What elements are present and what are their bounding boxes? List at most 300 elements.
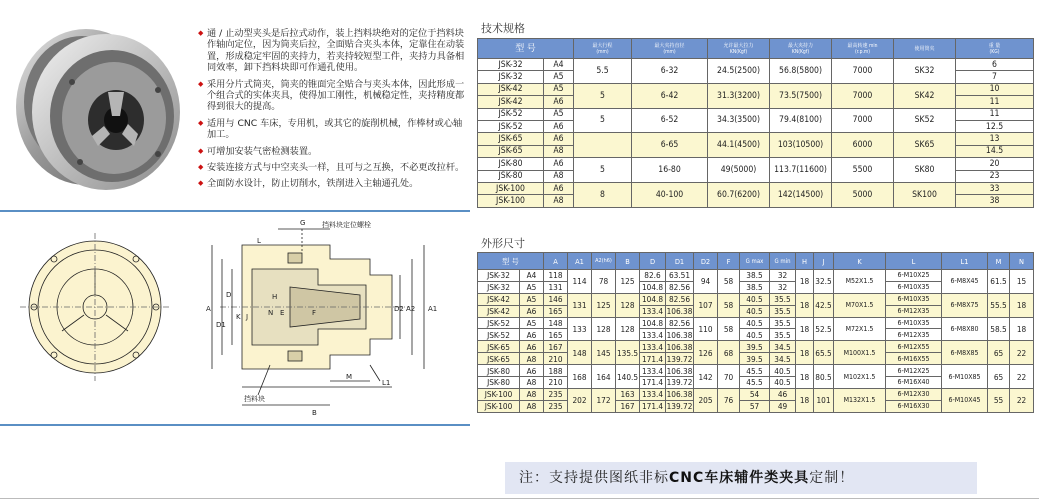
table-cell: 18 <box>1010 293 1034 317</box>
nose-cell: A6 <box>544 96 574 108</box>
nose-cell: A4 <box>544 59 574 71</box>
note-emphasis: CNC车床辅件类夹具 <box>669 470 810 486</box>
feature-item: ◆ 采用分片式筒夹，筒夹的锥面完全贴合与夹头本体，因此形成一个组合式的实体夹具，使得加工刚性，机械稳定性，夹持精度都得到很大的提高。 <box>198 79 470 113</box>
table-cell: 39.5 <box>740 353 770 365</box>
table-cell: 23 <box>956 170 1034 182</box>
table-cell: 6-M10X45 <box>942 388 988 412</box>
table-cell: 114 <box>568 270 592 294</box>
table-cell: 125 <box>592 293 616 317</box>
table-cell: 133.4 <box>640 388 666 400</box>
table-cell: 40.5 <box>740 329 770 341</box>
table-cell: 167 <box>616 400 640 412</box>
table-cell: 202 <box>568 388 592 412</box>
product-photo <box>8 12 193 197</box>
drawing-label: A1 <box>428 305 438 313</box>
nose-cell: A6 <box>520 305 544 317</box>
model-cell: JSK-65 <box>478 145 544 157</box>
spec-header: 允许最大拉力 KN(Kgf) <box>708 39 770 59</box>
model-cell: JSK-52 <box>478 317 520 329</box>
table-cell: 6-M10X35 <box>886 293 942 305</box>
table-cell: 40.5 <box>740 317 770 329</box>
table-cell: M102X1.5 <box>834 365 886 389</box>
spec-header: 使用筒夹 <box>894 39 956 59</box>
table-cell: 133 <box>568 317 592 341</box>
table-cell: 7 <box>956 71 1034 83</box>
dims-header: L1 <box>942 253 988 270</box>
table-cell: 45.5 <box>740 377 770 389</box>
table-cell: 61.5 <box>988 270 1010 294</box>
model-cell: JSK-32 <box>478 270 520 282</box>
table-cell: 165 <box>544 329 568 341</box>
nose-cell: A6 <box>544 133 574 145</box>
table-cell: 139.72 <box>666 401 693 412</box>
drawing-label: M <box>346 373 353 381</box>
feature-item: ◆ 安装连接方式与中空夹头一样，且可与之互换，不必更改拉杆。 <box>198 162 470 173</box>
table-cell: 55.5 <box>988 293 1010 317</box>
table-cell: 34.3(3500) <box>708 108 770 133</box>
table-cell: 78 <box>592 270 616 294</box>
table-cell: 133.4 <box>640 365 666 377</box>
table-cell: 55 <box>988 388 1010 412</box>
table-cell: 15 <box>1010 270 1034 294</box>
table-cell: 6-65 <box>632 133 708 158</box>
nose-cell: A5 <box>544 71 574 83</box>
dims-header: D <box>640 253 666 270</box>
table-cell: 34.5 <box>770 341 796 353</box>
nose-cell: A8 <box>520 377 544 389</box>
table-cell: 14.5 <box>956 145 1034 157</box>
model-cell: JSK-52 <box>478 120 544 132</box>
model-cell: JSK-80 <box>478 377 520 389</box>
dims-header: A2(h6) <box>592 253 616 270</box>
dims-header: M <box>988 253 1010 270</box>
table-cell: 163 <box>616 388 640 400</box>
nose-cell: A6 <box>544 158 574 170</box>
table-cell: 18 <box>796 293 814 317</box>
table-cell: 6-M16X30 <box>886 400 942 412</box>
table-cell: 126 <box>694 341 718 365</box>
table-cell: 76 <box>718 388 740 412</box>
table-cell: 5.5 <box>574 59 632 84</box>
table-cell: 5500 <box>832 158 894 183</box>
table-cell: 24.5(2500) <box>708 59 770 84</box>
dims-header: H <box>796 253 814 270</box>
table-cell: 106.38 <box>666 389 693 400</box>
dims-table <box>477 252 1034 413</box>
feature-item: ◆ 通 / 止动型夹头是后拉式动作，装上挡料块绝对的定位于挡料块作轴向定位，因为筒夹后拉，全面贴合夹头本体，定靠住在动装置，形成稳定牢固的夹持力，若夹持较短型工件，夹持力具备相同效率，卸下挡料块即可作通孔使用。 <box>198 28 470 74</box>
dims-header: N <box>1010 253 1034 270</box>
table-cell: 35.5 <box>770 329 796 341</box>
table-cell: 118 <box>544 270 568 282</box>
table-cell: M132X1.5 <box>834 388 886 412</box>
table-cell: 106.38 <box>666 365 693 376</box>
drawing-label: J <box>246 313 249 321</box>
table-row <box>478 270 1034 282</box>
dims-header: K <box>834 253 886 270</box>
table-cell: 22 <box>1010 365 1034 389</box>
table-cell: 6-M12X35 <box>886 329 942 341</box>
table-cell: 58 <box>718 293 740 317</box>
table-cell: 205 <box>694 388 718 412</box>
table-cell: 49(5000) <box>708 158 770 183</box>
table-cell: 125 <box>616 270 640 294</box>
model-cell: JSK-32 <box>478 281 520 293</box>
dims-header: D1 <box>666 253 694 270</box>
table-cell: 139.72 <box>666 377 693 388</box>
nose-cell: A6 <box>520 329 544 341</box>
custom-order-note <box>505 462 977 494</box>
table-cell: 6 <box>956 59 1034 71</box>
table-cell: 104.8 <box>640 281 666 293</box>
table-cell: 40.5 <box>740 293 770 305</box>
dims-header: A1 <box>568 253 592 270</box>
table-cell: 32 <box>770 281 796 293</box>
table-cell: 167 <box>544 341 568 353</box>
table-cell: M52X1.5 <box>834 270 886 294</box>
drawing-label: B <box>312 409 317 417</box>
table-cell: 6-M8X85 <box>942 341 988 365</box>
table-cell: 45.5 <box>740 365 770 377</box>
table-cell: 82.56 <box>666 293 694 305</box>
table-cell: 18 <box>796 365 814 389</box>
table-cell: 11 <box>956 108 1034 120</box>
table-cell: SK65 <box>894 133 956 158</box>
table-cell: 63.51 <box>666 270 694 282</box>
table-cell: 35.5 <box>770 293 796 305</box>
table-cell: 82.56 <box>666 281 694 293</box>
model-cell: JSK-42 <box>478 83 544 95</box>
table-cell: 142 <box>694 365 718 389</box>
table-cell: 70 <box>718 365 740 389</box>
table-cell: SK52 <box>894 108 956 133</box>
table-cell: 148 <box>544 317 568 329</box>
divider <box>0 210 470 212</box>
nose-cell: A5 <box>544 83 574 95</box>
table-cell: M100X1.5 <box>834 341 886 365</box>
table-cell: 165 <box>544 305 568 317</box>
table-cell: 32 <box>770 270 796 282</box>
table-cell: 128 <box>592 317 616 341</box>
drawing-label: N <box>268 309 274 317</box>
nose-cell: A5 <box>520 293 544 305</box>
model-cell: JSK-100 <box>478 388 520 400</box>
table-cell: 133.4 <box>640 305 666 317</box>
table-cell <box>574 133 632 158</box>
nose-cell: A4 <box>520 270 544 282</box>
table-cell: 148 <box>568 341 592 365</box>
table-cell: 40.5 <box>770 365 796 377</box>
table-cell: 12.5 <box>956 120 1034 132</box>
table-cell: 171.4 <box>640 400 666 412</box>
drawing-label: G <box>300 219 306 227</box>
table-cell: 18 <box>796 341 814 365</box>
table-cell: 171.4 <box>640 377 666 389</box>
drawing-label: A2 <box>406 305 416 313</box>
table-cell: 38.5 <box>740 281 770 293</box>
table-cell: 7000 <box>832 108 894 133</box>
nose-cell: A8 <box>520 353 544 365</box>
table-row <box>478 59 1034 71</box>
dims-header: L <box>886 253 942 270</box>
model-cell: JSK-80 <box>478 170 544 182</box>
model-cell: JSK-65 <box>478 353 520 365</box>
table-cell: 110 <box>694 317 718 341</box>
table-cell: 49 <box>770 400 796 412</box>
table-cell: 172 <box>592 388 616 412</box>
model-cell: JSK-80 <box>478 158 544 170</box>
model-cell: JSK-42 <box>478 96 544 108</box>
table-cell: 33 <box>956 182 1034 194</box>
table-cell: 133.4 <box>640 329 666 341</box>
table-cell: 113.7(11600) <box>770 158 832 183</box>
model-cell: JSK-42 <box>478 293 520 305</box>
table-cell: 52.5 <box>814 317 834 341</box>
table-cell: 20 <box>956 158 1034 170</box>
table-cell: 35.5 <box>770 317 796 329</box>
nose-cell: A6 <box>544 182 574 194</box>
model-cell: JSK-80 <box>478 365 520 377</box>
dims-header: F <box>718 253 740 270</box>
table-cell: 106.38 <box>666 306 693 317</box>
table-cell: 7000 <box>832 83 894 108</box>
note-suffix: 定制！ <box>809 470 855 486</box>
table-row <box>478 365 1034 377</box>
model-cell: JSK-65 <box>478 341 520 353</box>
table-cell: 104.8 <box>640 317 666 329</box>
dims-header: G max <box>740 253 770 270</box>
table-cell: 58.5 <box>988 317 1010 341</box>
table-cell: 31.3(3200) <box>708 83 770 108</box>
divider <box>0 498 1039 499</box>
table-cell: 46 <box>770 388 796 400</box>
table-row <box>478 341 1034 353</box>
drawing-label: L <box>257 237 261 245</box>
table-cell: 104.8 <box>640 293 666 305</box>
spec-table <box>477 38 1034 208</box>
table-cell: 131 <box>568 293 592 317</box>
nose-cell: A6 <box>544 120 574 132</box>
table-cell: 6-42 <box>632 83 708 108</box>
table-cell: 106.38 <box>666 329 693 340</box>
nose-cell: A8 <box>520 400 544 412</box>
table-cell: 210 <box>544 353 568 365</box>
table-cell: 101 <box>814 388 834 412</box>
table-cell: 56.8(5800) <box>770 59 832 84</box>
table-cell: 65 <box>988 365 1010 389</box>
nose-cell: A6 <box>520 341 544 353</box>
table-cell: 65.5 <box>814 341 834 365</box>
model-cell: JSK-52 <box>478 108 544 120</box>
drawing-label: D2 <box>394 305 404 313</box>
nose-cell: A5 <box>520 281 544 293</box>
table-cell: 6-M16X40 <box>886 377 942 389</box>
drawing-label: 挡料块 <box>244 395 265 403</box>
table-cell: 5 <box>574 158 632 183</box>
spec-header: 最高转速 min (r.p.m) <box>832 39 894 59</box>
table-cell: 40-100 <box>632 182 708 207</box>
technical-drawing <box>0 215 470 430</box>
table-cell: 103(10500) <box>770 133 832 158</box>
table-cell: 6-M8X75 <box>942 293 988 317</box>
table-cell: 54 <box>740 388 770 400</box>
table-cell: 22 <box>1010 341 1034 365</box>
nose-cell: A6 <box>520 365 544 377</box>
table-cell: 235 <box>544 400 568 412</box>
table-row <box>478 317 1034 329</box>
table-cell: 6-M8X80 <box>942 317 988 341</box>
table-cell: 38 <box>956 195 1034 207</box>
table-cell: 58 <box>718 317 740 341</box>
drawing-label: D <box>226 291 232 299</box>
drawing-label: L1 <box>382 379 391 387</box>
table-cell: 44.1(4500) <box>708 133 770 158</box>
table-cell: 106.38 <box>666 341 693 352</box>
table-cell: 80.5 <box>814 365 834 389</box>
drawing-label: D1 <box>216 321 226 329</box>
model-cell: JSK-52 <box>478 329 520 341</box>
model-cell: JSK-100 <box>478 195 544 207</box>
table-cell: 6-M12X55 <box>886 341 942 353</box>
table-row <box>478 83 1034 95</box>
table-cell: 168 <box>568 365 592 389</box>
table-cell: SK80 <box>894 158 956 183</box>
spec-header: 最大夹持力 KN(Kgf) <box>770 39 832 59</box>
table-row <box>478 158 1034 170</box>
nose-cell: A8 <box>544 145 574 157</box>
drawing-label: F <box>312 309 317 317</box>
table-cell: 171.4 <box>640 353 666 365</box>
table-cell: SK100 <box>894 182 956 207</box>
table-row <box>478 293 1034 305</box>
table-cell: 82.56 <box>666 317 694 329</box>
spec-header: 最大行程 (mm) <box>574 39 632 59</box>
table-cell: 164 <box>592 365 616 389</box>
table-cell: 5000 <box>832 182 894 207</box>
feature-item: ◆ 全面防水设计，防止切削水，铁削进入主轴通孔处。 <box>198 178 470 189</box>
table-cell: 40.5 <box>740 305 770 317</box>
model-cell: JSK-65 <box>478 133 544 145</box>
feature-list <box>198 28 470 195</box>
table-cell: 6-M10X35 <box>886 317 942 329</box>
model-cell: JSK-42 <box>478 305 520 317</box>
table-cell: 107 <box>694 293 718 317</box>
table-cell: 210 <box>544 377 568 389</box>
table-cell: SK42 <box>894 83 956 108</box>
table-cell: 5 <box>574 83 632 108</box>
table-cell: 13 <box>956 133 1034 145</box>
spec-title: 技术规格 <box>481 22 525 35</box>
dims-header: J <box>814 253 834 270</box>
drawing-label: E <box>280 309 285 317</box>
table-cell: 11 <box>956 96 1034 108</box>
spec-header: 重 量 (KG) <box>956 39 1034 59</box>
table-cell: 133.4 <box>640 341 666 353</box>
table-cell: M72X1.5 <box>834 317 886 341</box>
table-cell: 18 <box>796 388 814 412</box>
table-cell: 32.5 <box>814 270 834 294</box>
table-cell: 6-M10X85 <box>942 365 988 389</box>
table-cell: 6000 <box>832 133 894 158</box>
table-cell: 6-M8X45 <box>942 270 988 294</box>
table-cell: 6-M12X30 <box>886 388 942 400</box>
nose-cell: A8 <box>520 388 544 400</box>
table-cell: 82.6 <box>640 270 666 282</box>
table-cell: M70X1.5 <box>834 293 886 317</box>
table-cell: 65 <box>988 341 1010 365</box>
table-cell: 94 <box>694 270 718 294</box>
note-prefix: 注：支持提供图纸非标 <box>519 470 669 486</box>
table-cell: 6-M16X55 <box>886 353 942 365</box>
table-cell: 10 <box>956 83 1034 95</box>
nose-cell: A5 <box>520 317 544 329</box>
table-cell: 6-32 <box>632 59 708 84</box>
table-cell: 135.5 <box>616 341 640 365</box>
dims-header: D2 <box>694 253 718 270</box>
drawing-label: K <box>236 313 241 321</box>
table-cell: 18 <box>796 270 814 294</box>
dims-header: 型 号 <box>478 253 544 270</box>
table-cell: 6-M12X35 <box>886 305 942 317</box>
table-cell: 58 <box>718 270 740 294</box>
table-cell: 39.5 <box>740 341 770 353</box>
model-cell: JSK-32 <box>478 59 544 71</box>
table-cell: 79.4(8100) <box>770 108 832 133</box>
table-cell: 139.72 <box>666 353 693 364</box>
table-cell: 146 <box>544 293 568 305</box>
spec-header: 最大夹持直径 (mm) <box>632 39 708 59</box>
table-cell: 140.5 <box>616 365 640 389</box>
table-cell: 188 <box>544 365 568 377</box>
dims-header: G min <box>770 253 796 270</box>
dims-header: A <box>544 253 568 270</box>
feature-item: ◆ 适用与 CNC 车床，专用机，或其它的旋削机械，作棒材或心轴加工。 <box>198 118 470 141</box>
table-cell: 22 <box>1010 388 1034 412</box>
table-cell: 128 <box>616 293 640 317</box>
spec-header: 型 号 <box>478 39 574 59</box>
nose-cell: A8 <box>544 195 574 207</box>
table-cell: 6-M10X35 <box>886 281 942 293</box>
table-cell: 8 <box>574 182 632 207</box>
table-cell: 142(14500) <box>770 182 832 207</box>
table-cell: 6-M12X25 <box>886 365 942 377</box>
table-cell: 5 <box>574 108 632 133</box>
dims-header: B <box>616 253 640 270</box>
table-cell: 40.5 <box>770 377 796 389</box>
table-cell: 18 <box>796 317 814 341</box>
model-cell: JSK-32 <box>478 71 544 83</box>
model-cell: JSK-100 <box>478 400 520 412</box>
feature-item: ◆ 可增加安装气密检测装置。 <box>198 146 470 157</box>
table-row <box>478 133 1034 145</box>
table-cell: 235 <box>544 388 568 400</box>
table-cell: 38.5 <box>740 270 770 282</box>
table-cell: 7000 <box>832 59 894 84</box>
nose-cell: A5 <box>544 108 574 120</box>
table-cell: 145 <box>592 341 616 365</box>
table-cell: 68 <box>718 341 740 365</box>
drawing-label: 挡料块定位螺栓 <box>322 221 371 229</box>
table-cell: 16-80 <box>632 158 708 183</box>
table-cell: SK32 <box>894 59 956 84</box>
table-row <box>478 182 1034 194</box>
table-cell: 60.7(6200) <box>708 182 770 207</box>
table-cell: 131 <box>544 281 568 293</box>
table-cell: 35.5 <box>770 305 796 317</box>
table-cell: 57 <box>740 400 770 412</box>
table-cell: 34.5 <box>770 353 796 365</box>
table-cell: 6-M10X25 <box>886 270 942 282</box>
dims-title: 外形尺寸 <box>481 237 525 250</box>
